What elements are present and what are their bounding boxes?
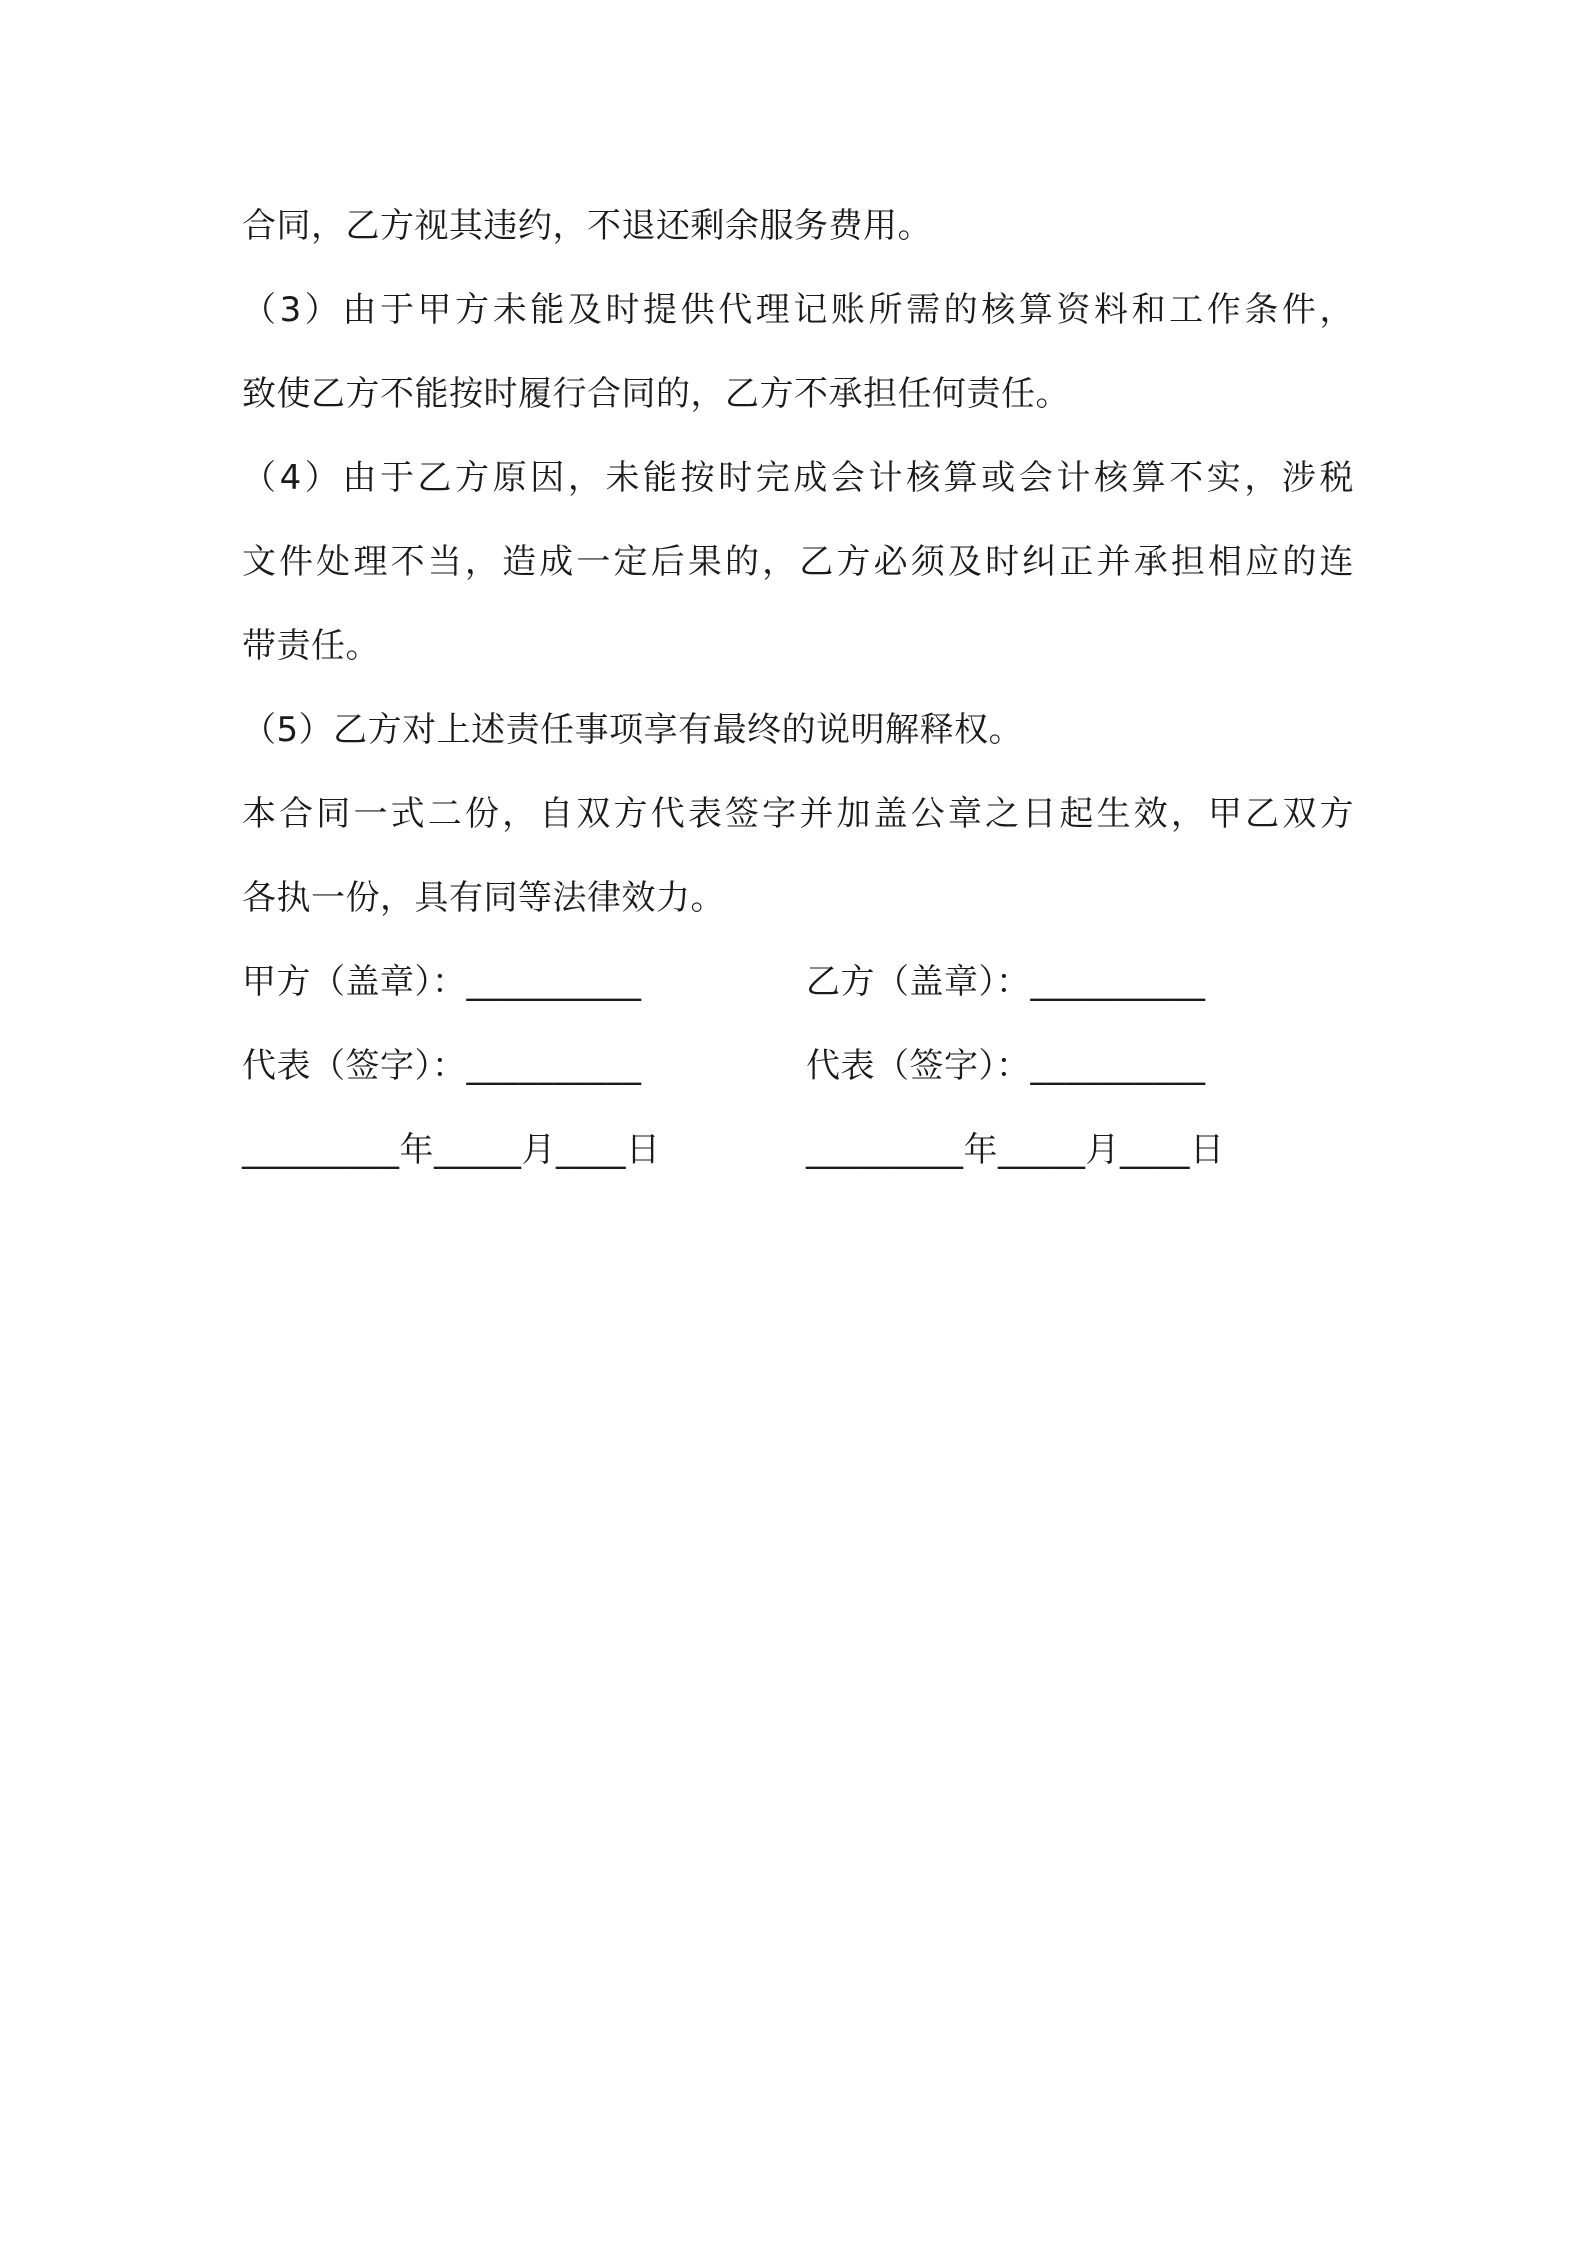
party-a-representative-line: 代表（签字）：__________ xyxy=(242,1046,642,1086)
paragraph-line-4: （4）由于乙方原因，未能按时完成会计核算或会计核算不实，涉税 xyxy=(242,458,1354,498)
paragraph-line-7: （5）乙方对上述责任事项享有最终的说明解释权。 xyxy=(242,710,1024,750)
paragraph-line-3: 致使乙方不能按时履行合同的，乙方不承担任何责任。 xyxy=(242,374,1070,414)
party-a-date-line: _________年_____月____日 xyxy=(242,1130,661,1170)
paragraph-line-1: 合同，乙方视其违约，不退还剩余服务费用。 xyxy=(242,206,932,246)
party-b-date-line: _________年_____月____日 xyxy=(806,1130,1225,1170)
paragraph-line-6: 带责任。 xyxy=(242,626,380,666)
paragraph-line-9: 各执一份，具有同等法律效力。 xyxy=(242,878,725,918)
paragraph-line-8: 本合同一式二份，自双方代表签字并加盖公章之日起生效，甲乙双方 xyxy=(242,794,1354,834)
paragraph-line-5: 文件处理不当，造成一定后果的，乙方必须及时纠正并承担相应的连 xyxy=(242,542,1354,582)
party-b-representative-line: 代表（签字）：__________ xyxy=(806,1046,1206,1086)
paragraph-line-2: （3）由于甲方未能及时提供代理记账所需的核算资料和工作条件， xyxy=(242,290,1354,330)
party-a-seal-line: 甲方（盖章）：__________ xyxy=(242,962,642,1002)
party-b-seal-line: 乙方（盖章）：__________ xyxy=(806,962,1206,1002)
